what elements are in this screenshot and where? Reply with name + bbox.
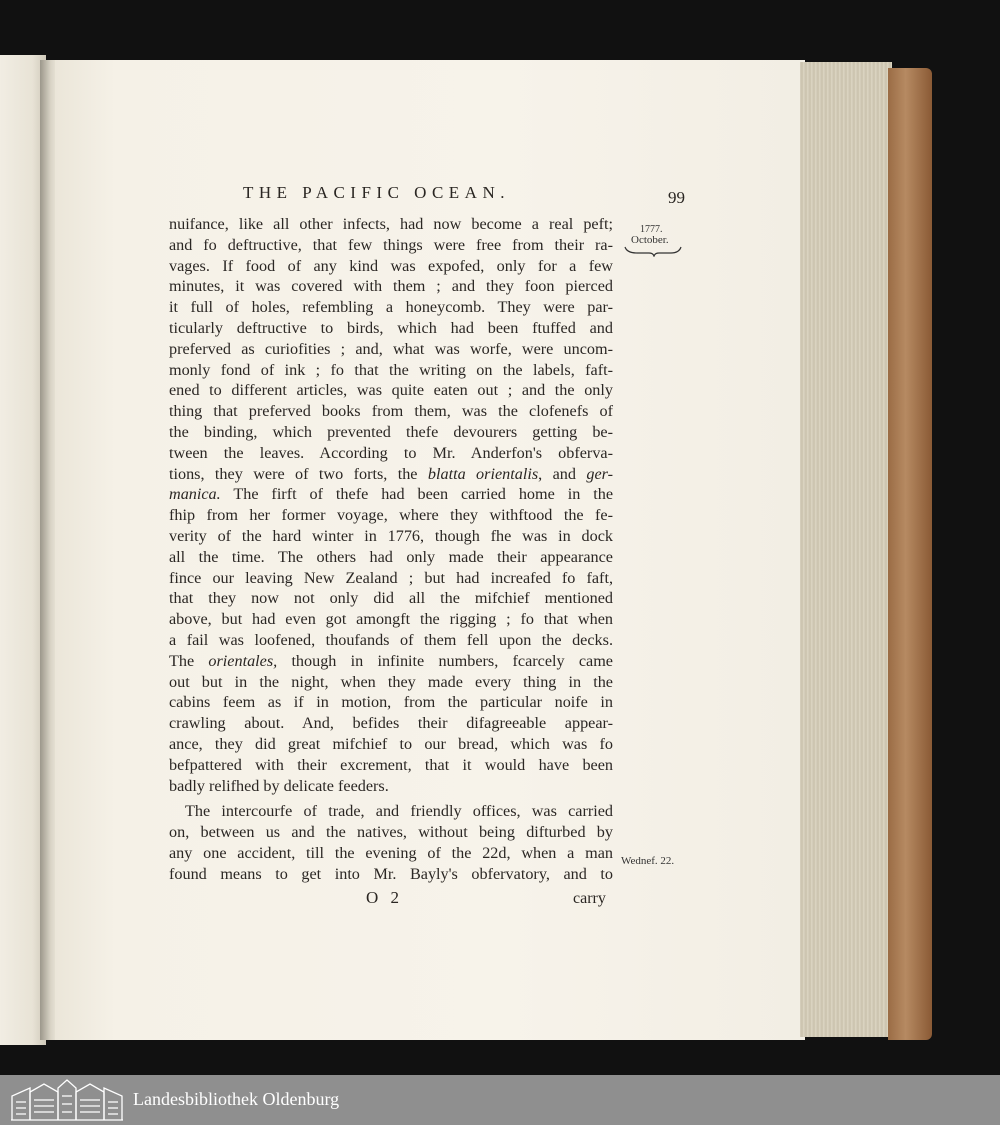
text-line: and fo deftructive, that few things were free from their ra- <box>169 235 613 254</box>
catchword: carry <box>573 890 606 907</box>
text-line: monly fond of ink ; fo that the writing on the labels, faft- <box>169 360 613 379</box>
library-name: Landesbibliothek Oldenburg <box>133 1089 340 1109</box>
text-line: ance, they did great mifchief to our bread, which was fo <box>169 734 613 753</box>
italic-term: manica. <box>169 485 221 504</box>
italic-term: ger- <box>586 464 613 483</box>
text-line: thing that preferved books from them, was the clofenefs of <box>169 402 613 421</box>
page-number: 99 <box>668 188 685 207</box>
text-line: out but in the night, when they made every thing in the <box>169 672 613 691</box>
text-line: found means to get into Mr. Bayly's obfervatory, and to <box>169 864 613 883</box>
running-head: THE PACIFIC OCEAN. <box>243 183 510 202</box>
italic-term: blatta orientalis <box>427 464 539 483</box>
margin-brace-icon <box>623 241 683 257</box>
margin-year: 1777. <box>640 224 663 235</box>
text-line: badly relifhed by delicate feeders. <box>169 776 389 795</box>
italic-term: orientales, <box>208 651 278 670</box>
text-line: it full of holes, refembling a honeycomb. They were par- <box>169 298 613 317</box>
signature-mark: O 2 <box>366 888 404 907</box>
text-line: befpattered with their excrement, that it would have been <box>169 755 613 774</box>
text-line: that they now not only did all the mifchief mentioned <box>169 589 613 608</box>
library-footer <box>0 1075 1000 1125</box>
margin-month: October. <box>631 234 669 246</box>
text-line: above, but had even got amongft the rigging ; fo that when <box>169 610 613 629</box>
text-run: , and <box>538 464 587 483</box>
library-building-logo-icon <box>10 1078 124 1122</box>
text-line: The intercourfe of trade, and friendly offices, was carried <box>185 802 613 821</box>
text-line: the binding, which prevented thefe devourers getting be- <box>169 422 613 441</box>
text-run: tions, they were of two forts, the <box>169 464 428 483</box>
text-line: tween the leaves. According to Mr. Anderfon's obferva- <box>169 443 613 462</box>
text-line: fince our leaving New Zealand ; but had increafed fo faft, <box>169 568 613 587</box>
text-line: any one accident, till the evening of the 22d, when a man <box>169 843 613 862</box>
text-line: verity of the hard winter in 1776, though fhe was in dock <box>169 526 613 545</box>
text-line: fhip from her former voyage, where they withftood the fe- <box>169 506 613 525</box>
text-line <box>169 464 613 485</box>
text-line <box>169 651 613 672</box>
text-run: The <box>169 651 209 670</box>
text-run: The firft of thefe had been carried home in the <box>220 485 613 504</box>
text-line: cabins feem as if in motion, from the particular noife in <box>169 693 613 712</box>
text-line: on, between us and the natives, without being difturbed by <box>169 823 613 842</box>
body-text <box>169 214 613 885</box>
text-line: preferved as curiofities ; and, what was worfe, were uncom- <box>169 339 613 358</box>
text-line: ened to different articles, was quite eaten out ; and the only <box>169 381 613 400</box>
text-line: vages. If food of any kind was expofed, only for a few <box>169 256 613 275</box>
text-run: though in infinite numbers, fcarcely came <box>277 651 613 670</box>
text-line: a fail was loofened, thoufands of them fell upon the decks. <box>169 630 613 649</box>
book-cover <box>888 68 932 1040</box>
text-line: minutes, it was covered with them ; and they foon pierced <box>169 277 613 296</box>
text-line: crawling about. And, befides their difagreeable appear- <box>169 714 613 733</box>
margin-date: Wednef. 22. <box>621 855 675 867</box>
text-line: nuifance, like all other infects, had now become a real peft; <box>169 215 613 233</box>
text-line: all the time. The others had only made their appearance <box>169 547 613 566</box>
page-edges <box>800 62 892 1037</box>
text-line <box>169 484 613 505</box>
text-line: ticularly deftructive to birds, which had been ftuffed and <box>169 318 613 337</box>
